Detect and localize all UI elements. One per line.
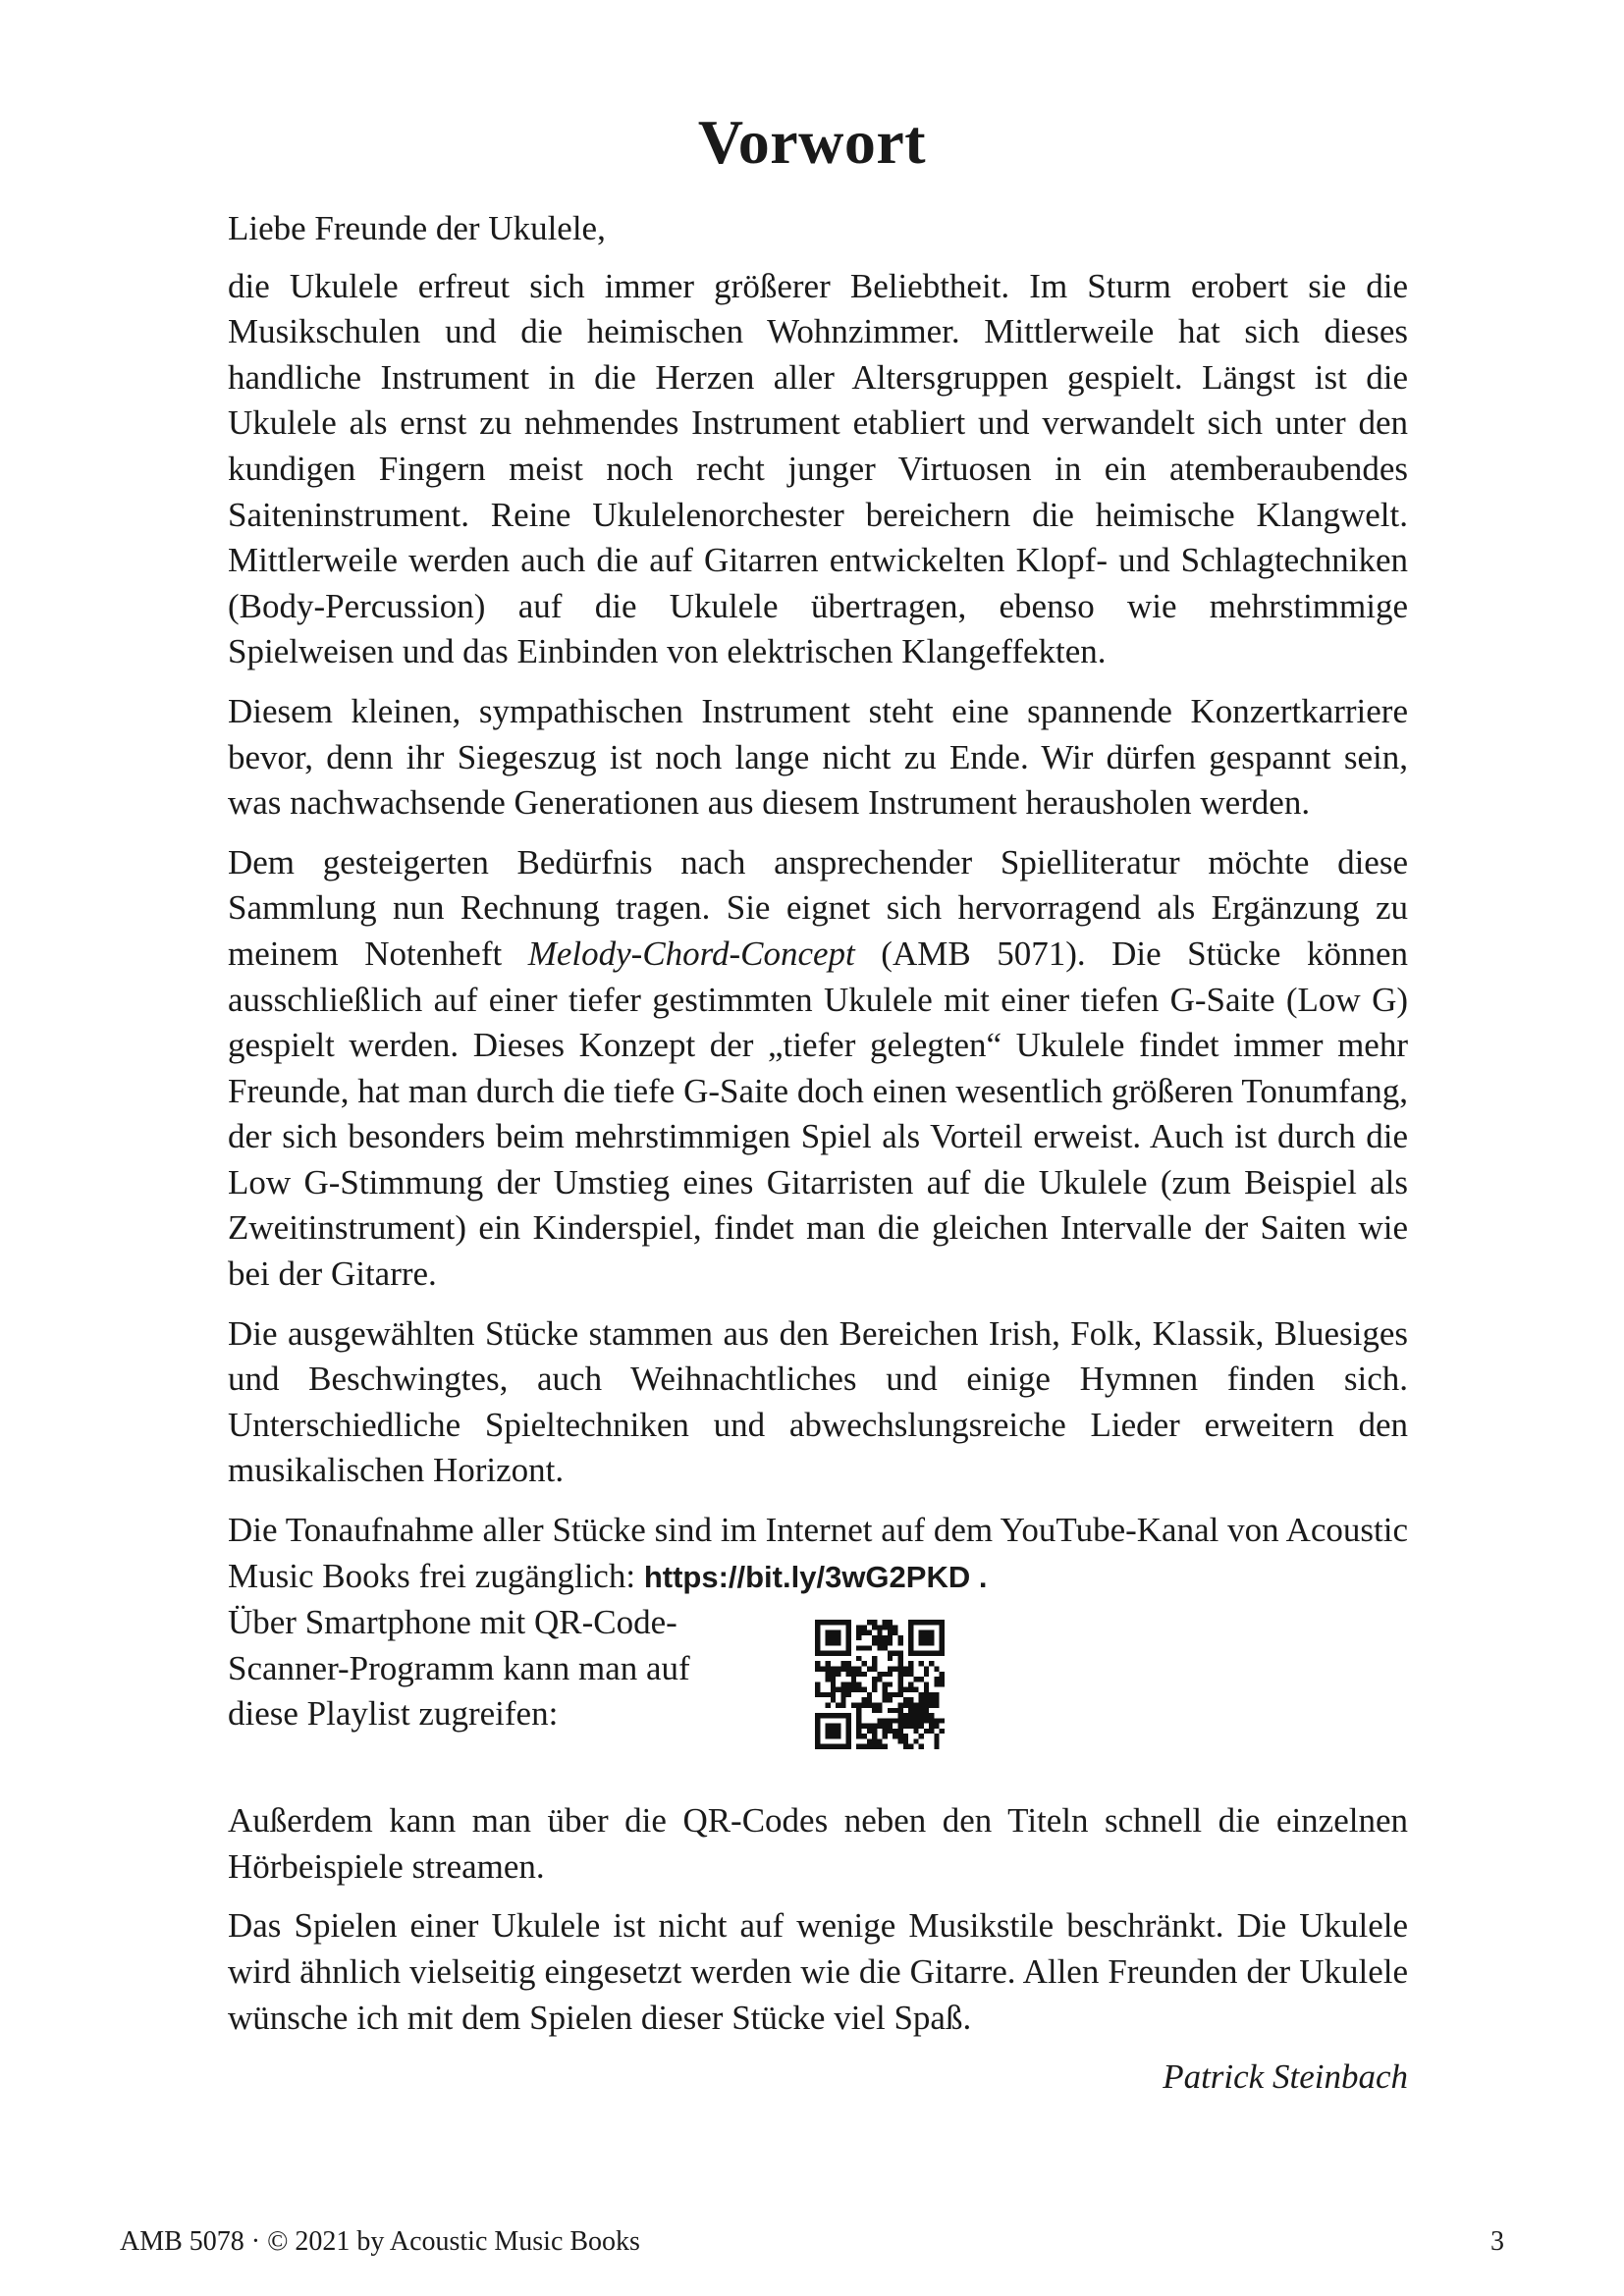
page-number: 3 bbox=[1490, 2226, 1504, 2257]
paragraph-3-before: Dem gesteigerten Bedürfnis nach ansprechender Spielliteratur möchte diese Sammlung nun Rechnung tragen. Sie eignet sich hervorragend als Ergänzung zu meinem Notenheft bbox=[228, 842, 1408, 973]
book-title: Melody-Chord-Concept bbox=[527, 934, 855, 973]
paragraph-5 bbox=[228, 1508, 1408, 1600]
paragraph-7: Das Spielen einer Ukulele ist nicht auf wenige Musikstile beschränkt. Die Ukulele wird ähnlich vielseitig eingesetzt werden wie die Gitarre. Allen Freunden der Ukulele wünsche ich mit dem Spielen dieser Stücke viel Spaß. bbox=[228, 1906, 1408, 2037]
paragraph-3-after: (AMB 5071). Die Stücke können ausschließlich auf einer tiefer gestimmten Ukulele mit einer tiefen G-Saite (Low G) gespielt werden. Dieses Konzept der „tiefer gelegten“ Ukulele findet immer mehr Freunde, hat man durch die tiefe G-Saite doch einen wesentlich größeren Tonumfang, der sich besonders beim mehrstimmigen Spiel als Vorteil erweist. Auch ist durch die Low G-Stimmung der Umstieg eines Gitarristen auf die Ukulele (zum Beispiel als Zweitinstrument) ein Kinderspiel, findet man die gleichen Intervalle der Saiten wie bei der Gitarre. bbox=[228, 934, 1408, 1294]
qr-instructions: Über Smartphone mit QR-Code-Scanner-Programm kann man auf diese Playlist zugreifen: bbox=[228, 1603, 690, 1734]
paragraph-4: Die ausgewählten Stücke stammen aus den Bereichen Irish, Folk, Klassik, Bluesiges und Beschwingtes, auch Weihnachtliches und einige Hymnen finden sich. Unterschiedliche Spieltechniken und abwechslungsreiche Lieder erweitern den musikalischen Horizont. bbox=[228, 1313, 1408, 1490]
paragraph-6: Außerdem kann man über die QR-Codes neben den Titeln schnell die einzelnen Hörbeispiele streamen. bbox=[228, 1801, 1408, 1886]
qr-section bbox=[228, 1600, 1408, 1787]
signature: Patrick Steinbach bbox=[1163, 2057, 1408, 2097]
salutation: Liebe Freunde der Ukulele, bbox=[228, 209, 606, 247]
page-title: Vorwort bbox=[697, 107, 927, 177]
paragraph-3 bbox=[228, 840, 1408, 1298]
qr-code-icon[interactable] bbox=[815, 1620, 945, 1749]
paragraph-2: Diesem kleinen, sympathischen Instrument steht eine spannende Konzertkarriere bevor, denn ihr Siegeszug ist noch lange nicht zu Ende. Wir dürfen gespannt sein, was nachwachsende Generationen aus diesem Instrument herausholen werden. bbox=[228, 691, 1408, 823]
paragraph-5-text: Die Tonaufnahme aller Stücke sind im Internet auf dem YouTube-Kanal von Acoustic Music Books frei zugänglich: bbox=[228, 1511, 1408, 1595]
body-text bbox=[228, 206, 1408, 2101]
paragraph-1: die Ukulele erfreut sich immer größerer Beliebtheit. Im Sturm erobert sie die Musikschulen und die heimischen Wohnzimmer. Mittlerweile hat sich dieses handliche Instrument in die Herzen aller Altersgruppen gespielt. Längst ist die Ukulele als ernst zu nehmendes Instrument etabliert und verwandelt sich unter den kundigen Fingern meist noch recht junger Virtuosen in ein atemberaubendes Saiteninstrument. Reine Ukulelenorchester bereichern die heimische Klangwelt. Mittlerweile werden auch die auf Gitarren entwickelten Klopf- und Schlagtechniken (Body-Percussion) auf die Ukulele übertragen, ebenso wie mehrstimmige Spielweisen und das Einbinden von elektrischen Klangeffekten. bbox=[228, 266, 1408, 671]
playlist-link[interactable]: https://bit.ly/3wG2PKD . bbox=[643, 1559, 988, 1594]
footer-copyright: AMB 5078 · © 2021 by Acoustic Music Books bbox=[120, 2226, 640, 2257]
